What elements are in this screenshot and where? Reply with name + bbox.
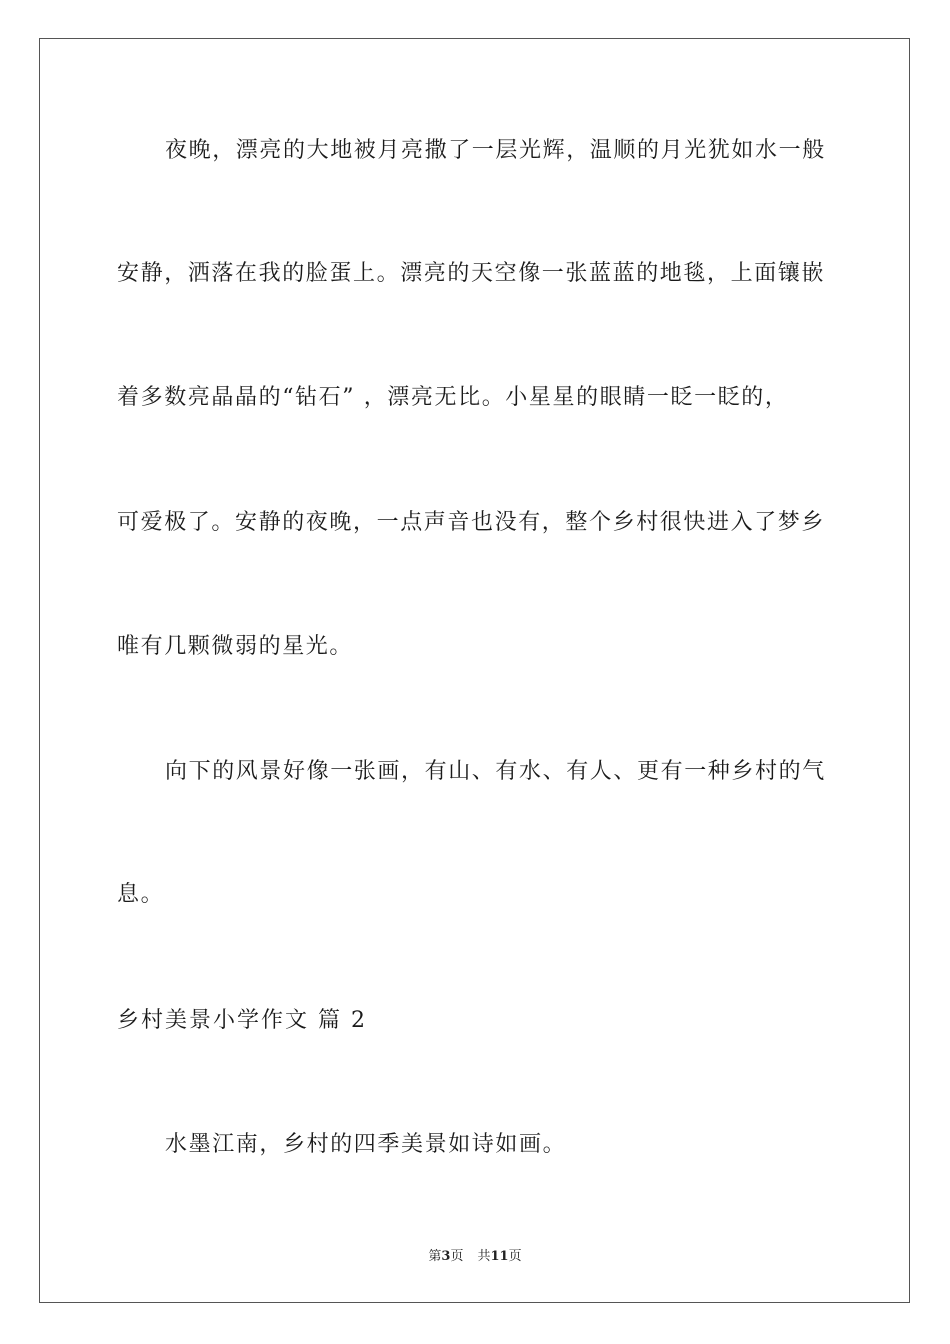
- paragraph-1-line-3: 着多数亮晶晶的“钻石” ，漂亮无比。小星星的眼睛一眨一眨的，: [117, 385, 789, 410]
- footer-page-total: 11: [490, 1249, 509, 1264]
- section-heading: 乡村美景小学作文 篇 2: [117, 1008, 367, 1033]
- page-border: [39, 38, 910, 1303]
- footer-page-current: 3: [441, 1249, 451, 1264]
- footer-total-suffix: 页: [508, 1249, 522, 1264]
- footer-page-prefix: 第: [428, 1249, 442, 1264]
- paragraph-1-line-5: 唯有几颗微弱的星光。: [117, 634, 354, 659]
- paragraph-1-line-4: 可爱极了。安静的夜晚，一点声音也没有，整个乡村很快进入了梦乡: [117, 510, 826, 535]
- paragraph-2-line-1: 向下的风景好像一张画，有山、有水、有人、更有一种乡村的气: [165, 759, 826, 784]
- paragraph-3-line-1: 水墨江南，乡村的四季美景如诗如画。: [165, 1132, 567, 1157]
- page-footer: [0, 1245, 950, 1264]
- paragraph-1-line-2: 安静，洒落在我的脸蛋上。漂亮的天空像一张蓝蓝的地毯，上面镶嵌: [117, 261, 826, 286]
- paragraph-1-line-1: 夜晚，漂亮的大地被月亮撒了一层光辉，温顺的月光犹如水一般: [165, 138, 826, 163]
- footer-page-mid: 页: [450, 1249, 464, 1264]
- footer-total-prefix: 共: [477, 1249, 491, 1264]
- paragraph-2-line-2: 息。: [117, 882, 165, 907]
